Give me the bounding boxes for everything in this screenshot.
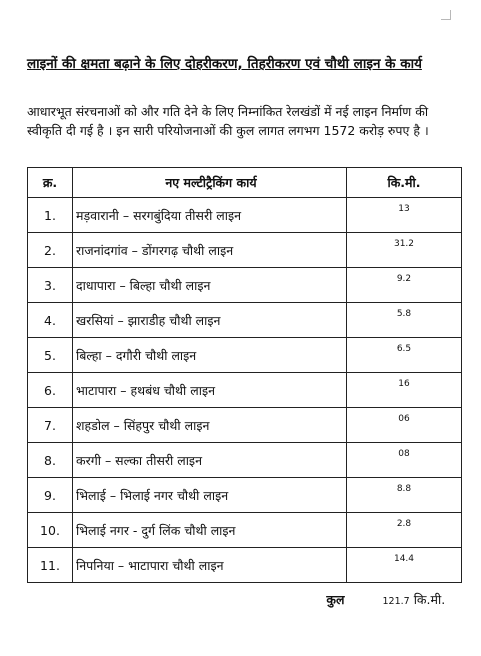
- row-serial-number: 10.: [28, 513, 73, 548]
- table-row: [28, 513, 462, 548]
- table-row: [28, 408, 462, 443]
- row-work: दाधापारा – बिल्हा चौथी लाइन: [73, 268, 347, 303]
- row-km: 9.2: [396, 274, 412, 284]
- row-work: भिलाई – भिलाई नगर चौथी लाइन: [73, 478, 347, 513]
- table-row: [28, 303, 462, 338]
- row-km-cell: [347, 198, 462, 233]
- row-work: भिलाई नगर - दुर्ग लिंक चौथी लाइन: [73, 513, 347, 548]
- row-km-cell: [347, 338, 462, 373]
- row-serial-number: 4.: [28, 303, 73, 338]
- row-km-cell: [347, 233, 462, 268]
- table-header-row: [28, 168, 462, 198]
- row-km-cell: [347, 373, 462, 408]
- total-unit: कि.मी.: [413, 591, 446, 607]
- row-km-cell: [347, 443, 462, 478]
- intro-paragraph: आधारभूत संरचनाओं को और गति देने के लिए निम्नांकित रेलखंडों में नई लाइन निर्माण की स्वीकृति दी गई है । इन सारी परियोजनाओं की कुल लागत लगभग 1572 करोड़ रुपए है ।: [27, 104, 429, 138]
- row-km: 06: [398, 414, 410, 424]
- page-corner-mark: [441, 10, 451, 20]
- row-work: राजनांदगांव – डोंगरगढ़ चौथी लाइन: [73, 233, 347, 268]
- row-serial-number: 6.: [28, 373, 73, 408]
- row-km-cell: [347, 548, 462, 583]
- row-serial-number: 5.: [28, 338, 73, 373]
- total-value: 121.7: [382, 595, 410, 607]
- total-label: कुल: [326, 591, 345, 607]
- row-work: भाटापारा – हथबंध चौथी लाइन: [73, 373, 347, 408]
- row-work: खरसियां – झाराडीह चौथी लाइन: [73, 303, 347, 338]
- header-serial-number: क्र.: [28, 168, 73, 198]
- header-km: कि.मी.: [347, 168, 462, 198]
- row-km: 2.8: [396, 519, 412, 529]
- total-row: [28, 583, 462, 616]
- row-work: मड़वारानी – सरगबुंदिया तीसरी लाइन: [73, 198, 347, 233]
- row-serial-number: 9.: [28, 478, 73, 513]
- table-body: [28, 198, 462, 616]
- row-serial-number: 3.: [28, 268, 73, 303]
- row-work: शहडोल – सिंहपुर चौथी लाइन: [73, 408, 347, 443]
- row-km: 14.4: [393, 554, 415, 564]
- table-row: [28, 233, 462, 268]
- row-km-cell: [347, 478, 462, 513]
- multitracking-works-table: [27, 167, 462, 615]
- table-row: [28, 373, 462, 408]
- row-km: 5.8: [396, 309, 412, 319]
- row-km: 16: [398, 379, 410, 389]
- table-row: [28, 548, 462, 583]
- row-work: करगी – सल्का तीसरी लाइन: [73, 443, 347, 478]
- table-row: [28, 338, 462, 373]
- row-serial-number: 11.: [28, 548, 73, 583]
- row-km: 8.8: [396, 484, 412, 494]
- row-work: बिल्हा – दगौरी चौथी लाइन: [73, 338, 347, 373]
- total-value-cell: [347, 583, 462, 616]
- row-serial-number: 8.: [28, 443, 73, 478]
- row-km: 6.5: [396, 344, 412, 354]
- row-km: 13: [398, 204, 410, 214]
- row-serial-number: 2.: [28, 233, 73, 268]
- row-serial-number: 1.: [28, 198, 73, 233]
- row-km-cell: [347, 408, 462, 443]
- row-km: 31.2: [393, 239, 415, 249]
- row-serial-number: 7.: [28, 408, 73, 443]
- table-row: [28, 268, 462, 303]
- row-work: निपनिया – भाटापारा चौथी लाइन: [73, 548, 347, 583]
- table-row: [28, 198, 462, 233]
- document-heading: लाइनों की क्षमता बढ़ाने के लिए दोहरीकरण, तिहरीकरण एवं चौथी लाइन के कार्य: [27, 56, 422, 72]
- header-work: नए मल्टीट्रैकिंग कार्य: [73, 168, 347, 198]
- row-km-cell: [347, 268, 462, 303]
- row-km-cell: [347, 303, 462, 338]
- table-row: [28, 443, 462, 478]
- table-row: [28, 478, 462, 513]
- row-km: 08: [398, 449, 410, 459]
- total-spacer: [28, 583, 73, 616]
- row-km-cell: [347, 513, 462, 548]
